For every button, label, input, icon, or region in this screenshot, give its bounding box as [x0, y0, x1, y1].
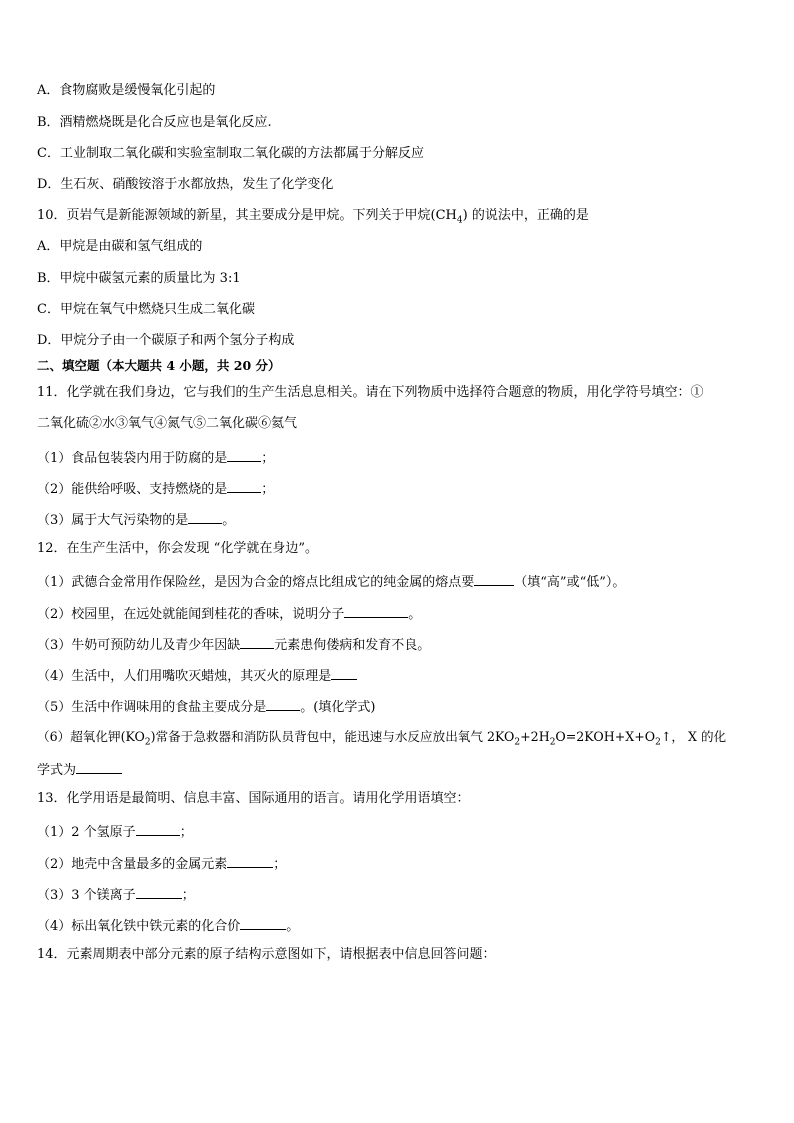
q9-option-d: D．生石灰、硝酸铵溶于水都放热，发生了化学变化 — [37, 177, 334, 192]
q11-stem-line2: 二氧化硫②水③氧气④氮气⑤二氧化碳⑥氦气 — [37, 416, 298, 431]
q13-part2: （2）地壳中含量最多的金属元素 ； — [37, 853, 286, 871]
answer-blank[interactable] — [227, 447, 261, 462]
answer-blank[interactable] — [227, 853, 273, 868]
answer-blank[interactable] — [240, 915, 286, 930]
q13-part1: （1）2 个氢原子 ； — [37, 821, 193, 839]
answer-blank[interactable] — [227, 478, 261, 493]
q9-option-a: A．食物腐败是缓慢氧化引起的 — [37, 83, 216, 98]
q12-stem: 12．在生产生活中，你会发现 “化学就在身边”。 — [37, 541, 318, 556]
q12-part6: （6）超氧化钾$(KO_2)$常备于急救器和消防队员背包中，能迅速与水反应放出氧气 $2KO_2+2H_2O=2KOH+X+O_2↑$， X 的化 — [37, 729, 727, 748]
answer-blank[interactable] — [188, 509, 222, 524]
section-2-title: 二、填空题（本大题共 4 小题，共 20 分） — [37, 358, 281, 373]
q12-part5: （5）生活中作调味用的食盐主要成分是 。(填化学式) — [37, 696, 375, 714]
q9-option-c: C．工业制取二氧化碳和实验室制取二氧化碳的方法都属于分解反应 — [37, 146, 424, 161]
q12-part6-line2: 学式为 — [37, 759, 122, 777]
q13-part3: （3）3 个镁离子 ； — [37, 884, 195, 902]
answer-blank[interactable] — [474, 571, 514, 586]
q10-option-a: A．甲烷是由碳和氢气组成的 — [37, 239, 203, 254]
q11-part1: （1）食品包装袋内用于防腐的是 ； — [37, 447, 274, 465]
q12-part1: （1）武德合金常用作保险丝，是因为合金的熔点比组成它的纯金属的熔点要 （填“高”或“低”）。 — [37, 571, 625, 589]
q11-part3: （3）属于大气污染物的是 。 — [37, 509, 235, 527]
q13-stem: 13．化学用语是最简明、信息丰富、国际通用的语言。请用化学用语填空： — [37, 791, 470, 806]
q9-option-b: B．酒精燃烧既是化合反应也是氧化反应. — [37, 115, 272, 130]
q14-stem: 14．元素周期表中部分元素的原子结构示意图如下，请根据表中信息回答问题： — [37, 947, 496, 962]
answer-blank[interactable] — [136, 884, 182, 899]
q12-part3: （3）牛奶可预防幼儿及青少年因缺 元素患佝偻病和发育不良。 — [37, 634, 430, 652]
answer-blank[interactable] — [266, 696, 300, 711]
q10-option-c: C．甲烷在氧气中燃烧只生成二氧化碳 — [37, 302, 255, 317]
q12-part4: （4）生活中，人们用嘴吹灭蜡烛，其灭火的原理是 — [37, 665, 357, 683]
answer-blank[interactable] — [136, 821, 180, 836]
q10-stem: 10．页岩气是新能源领域的新星，其主要成分是甲烷。下列关于甲烷$(CH_4)$ 的说法中，正确的是 — [37, 208, 589, 226]
q10-option-b: B．甲烷中碳氢元素的质量比为 3:1 — [37, 271, 241, 286]
answer-blank[interactable] — [331, 665, 357, 680]
q13-part4: （4）标出氧化铁中铁元素的化合价 。 — [37, 915, 299, 933]
q12-part2: （2）校园里，在远处就能闻到桂花的香味，说明分子 。 — [37, 603, 421, 621]
answer-blank[interactable] — [344, 603, 408, 618]
q10-option-d: D．甲烷分子由一个碳原子和两个氢分子构成 — [37, 333, 295, 348]
answer-blank[interactable] — [76, 759, 122, 774]
q11-part2: （2）能供给呼吸、支持燃烧的是 ； — [37, 478, 274, 496]
q11-stem-line1: 11．化学就在我们身边，它与我们的生产生活息息相关。请在下列物质中选择符合题意的物质，用化学符号填空：① — [37, 385, 704, 400]
answer-blank[interactable] — [240, 634, 274, 649]
